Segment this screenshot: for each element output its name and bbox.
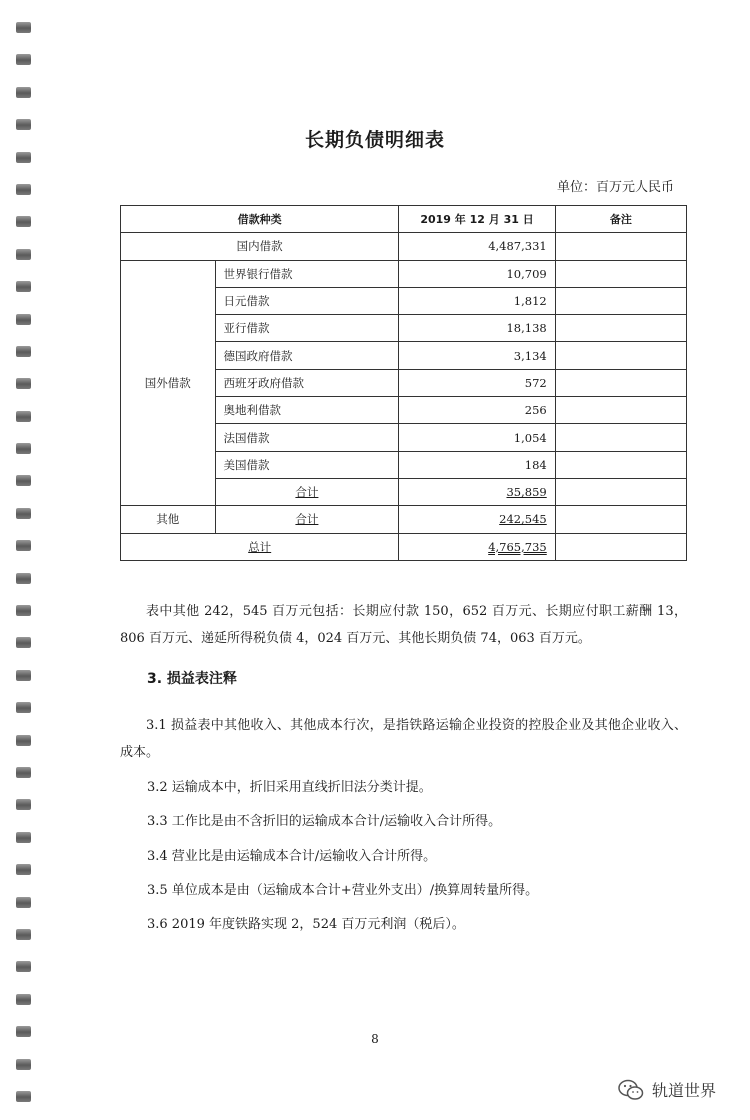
foreign-subtotal-label: 合计	[295, 485, 319, 500]
domestic-value: 4,487,331	[399, 233, 555, 260]
table-row	[121, 506, 687, 533]
foreign-item-value: 10,709	[399, 260, 555, 287]
foreign-item-label: 德国政府借款	[215, 342, 399, 369]
foreign-item-value: 18,138	[399, 315, 555, 342]
note-3-6: 3.6 2019 年度铁路实现 2，524 百万元利润（税后）。	[147, 917, 465, 932]
other-subtotal-label: 合计	[295, 512, 319, 527]
foreign-item-value: 184	[399, 451, 555, 478]
foreign-item-label: 日元借款	[215, 287, 399, 314]
header-date: 2019 年 12 月 31 日	[399, 206, 555, 233]
foreign-item-value: 256	[399, 397, 555, 424]
total-value: 4,765,735	[488, 539, 547, 554]
foreign-item-label: 美国借款	[215, 451, 399, 478]
note-3-1: 3.1 损益表中其他收入、其他成本行次，是指铁路运输企业投资的控股企业及其他企业收入、成本。	[120, 718, 687, 760]
foreign-item-label: 奥地利借款	[215, 397, 399, 424]
watermark-text: 轨道世界	[652, 1081, 717, 1100]
other-breakdown-paragraph: 表中其他 242，545 百万元包括：长期应付款 150，652 百万元、长期应付职工薪酬 13，806 百万元、递延所得税负债 4，024 百万元、其他长期负债 74，063 百万元。	[120, 604, 687, 646]
unit-label: 单位：百万元人民币	[556, 180, 674, 195]
foreign-item-label: 亚行借款	[215, 315, 399, 342]
table-header-row	[121, 206, 687, 233]
total-label: 总计	[248, 539, 272, 554]
other-value: 242,545	[499, 512, 547, 527]
foreign-item-value: 1,054	[399, 424, 555, 451]
domestic-label: 国内借款	[121, 233, 399, 260]
table-row	[121, 260, 687, 287]
foreign-item-value: 3,134	[399, 342, 555, 369]
note-3-2: 3.2 运输成本中，折旧采用直线折旧法分类计提。	[147, 780, 432, 795]
foreign-item-label: 西班牙政府借款	[215, 369, 399, 396]
header-note: 备注	[555, 206, 686, 233]
section-heading: 3. 损益表注释	[147, 671, 237, 687]
page-number: 8	[371, 1032, 379, 1046]
foreign-item-label: 世界银行借款	[215, 260, 399, 287]
note-3-5: 3.5 单位成本是由（运输成本合计+营业外支出）/换算周转量所得。	[147, 883, 539, 898]
wechat-icon	[618, 1079, 644, 1101]
foreign-subtotal-value: 35,859	[506, 485, 547, 500]
note-3-3: 3.3 工作比是由不含折旧的运输成本合计/运输收入合计所得。	[147, 814, 502, 829]
header-loan-type: 借款种类	[121, 206, 399, 233]
long-term-liabilities-table	[120, 205, 687, 561]
spiral-binding	[16, 22, 32, 1102]
foreign-label: 国外借款	[121, 260, 216, 506]
table-row	[121, 233, 687, 260]
other-label: 其他	[121, 506, 216, 533]
table-row	[121, 533, 687, 560]
foreign-item-value: 572	[399, 369, 555, 396]
watermark	[618, 1078, 716, 1101]
foreign-item-label: 法国借款	[215, 424, 399, 451]
foreign-item-value: 1,812	[399, 287, 555, 314]
page-title: 长期负债明细表	[304, 129, 445, 151]
note-3-4: 3.4 营业比是由运输成本合计/运输收入合计所得。	[147, 849, 437, 864]
